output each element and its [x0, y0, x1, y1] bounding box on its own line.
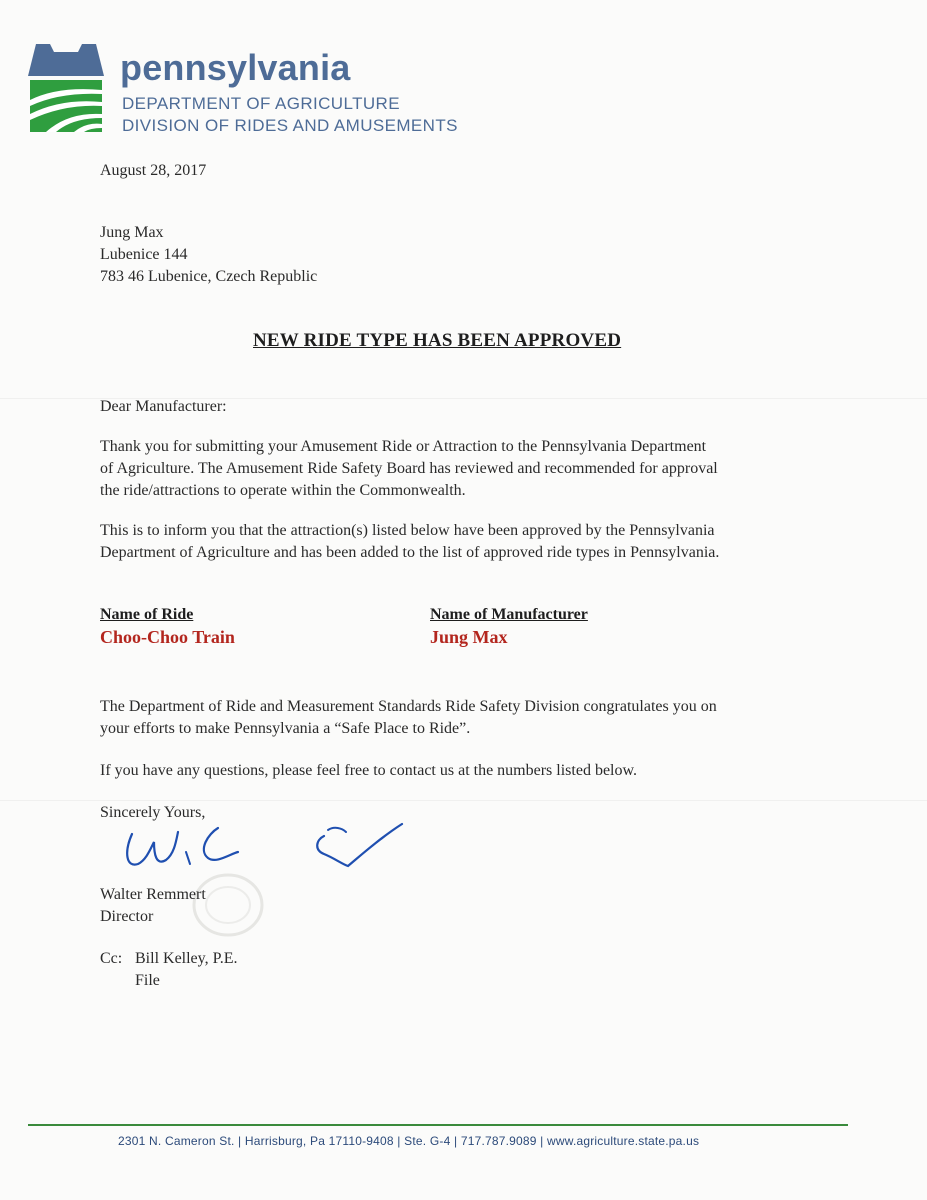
body-line: Thank you for submitting your Amusement Ride or Attraction to the Pennsylvania Department: [100, 438, 707, 455]
ride-name-header: Name of Ride: [100, 606, 194, 623]
footer-divider: [28, 1124, 848, 1126]
signer-name: Walter Remmert: [100, 886, 206, 903]
body-paragraph-4: If you have any questions, please feel free to contact us at the numbers listed below.: [100, 762, 638, 779]
body-line: of Agriculture. The Amusement Ride Safety Board has reviewed and recommended for approval: [100, 460, 718, 477]
sign-off: Sincerely Yours,: [100, 804, 206, 821]
recipient-city: 783 46 Lubenice, Czech Republic: [100, 268, 318, 285]
paper-fold: [0, 800, 927, 801]
body-paragraph-3: [100, 696, 840, 740]
body-line: the ride/attractions to operate within the Commonwealth.: [100, 482, 466, 499]
cc-recipient-2: File: [135, 972, 160, 989]
footer-address: 2301 N. Cameron St. | Harrisburg, Pa 17110-9408 | Ste. G-4 | 717.787.9089 | www.agriculture.state.pa.us: [118, 1134, 700, 1148]
body-paragraph-2: [100, 520, 840, 564]
manufacturer-value: Jung Max: [430, 627, 508, 647]
cc-label: Cc:: [100, 950, 123, 967]
manufacturer-header: Name of Manufacturer: [430, 606, 588, 623]
letter-date: August 28, 2017: [100, 162, 207, 179]
letter-heading: NEW RIDE TYPE HAS BEEN APPROVED: [253, 330, 622, 351]
body-paragraph-1: [100, 436, 840, 502]
letterhead-state: pennsylvania: [120, 47, 351, 88]
letterhead-department: DEPARTMENT OF AGRICULTURE: [122, 94, 400, 113]
ride-name-value: Choo-Choo Train: [100, 627, 235, 647]
salutation: Dear Manufacturer:: [100, 398, 227, 415]
keystone-farmland-logo-icon: [28, 42, 104, 134]
body-line: This is to inform you that the attraction(s) listed below have been approved by the Pennsylvania: [100, 522, 715, 539]
recipient-street: Lubenice 144: [100, 246, 188, 263]
cc-recipient-1: Bill Kelley, P.E.: [135, 950, 238, 967]
signer-title: Director: [100, 908, 154, 925]
letterhead-division: DIVISION OF RIDES AND AMUSEMENTS: [122, 116, 458, 135]
body-line: your efforts to make Pennsylvania a “Safe Place to Ride”.: [100, 720, 471, 737]
body-line: The Department of Ride and Measurement Standards Ride Safety Division congratulates you on: [100, 698, 717, 715]
body-line: Department of Agriculture and has been added to the list of approved ride types in Pennsylvania.: [100, 544, 720, 561]
recipient-name: Jung Max: [100, 224, 164, 241]
handwritten-signature: [110, 812, 410, 882]
